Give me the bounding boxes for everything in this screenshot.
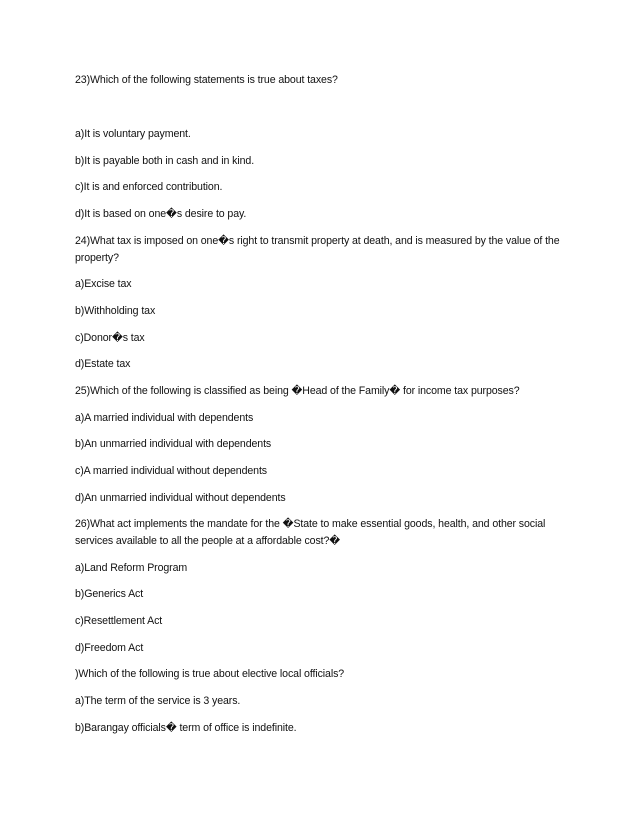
question-26-option-a: a)Land Reform Program [75,562,188,574]
question-25: 25)Which of the following is classified as being �Head of the Family� for income tax purposes? [75,385,520,397]
question-27-option-b: b)Barangay officials� term of office is indefinite. [75,722,297,734]
question-24: 24)What tax is imposed on one�s right to transmit property at death, and is measured by the value of the property? [75,235,560,264]
question-25-option-c: c)A married individual without dependents [75,465,267,477]
question-24-option-d: d)Estate tax [75,358,131,370]
question-24-option-c: c)Donor�s tax [75,332,145,344]
question-23-option-d: d)It is based on one�s desire to pay. [75,208,247,220]
question-23-option-c: c)It is and enforced contribution. [75,181,223,193]
question-26-option-d: d)Freedom Act [75,642,144,654]
question-27: )Which of the following is true about elective local officials? [75,668,345,680]
question-24-option-a: a)Excise tax [75,278,132,290]
question-23-option-b: b)It is payable both in cash and in kind. [75,155,255,167]
question-23-option-a: a)It is voluntary payment. [75,128,191,140]
question-26-option-b: b)Generics Act [75,588,144,600]
question-26: 26)What act implements the mandate for the �State to make essential goods, health, and other social services available to all the people at a affordable cost?� [75,518,546,547]
question-24-option-b: b)Withholding tax [75,305,156,317]
question-23: 23)Which of the following statements is true about taxes? [75,74,338,86]
question-25-option-d: d)An unmarried individual without dependents [75,492,286,504]
question-26-option-c: c)Resettlement Act [75,615,163,627]
question-25-option-b: b)An unmarried individual with dependents [75,438,272,450]
question-25-option-a: a)A married individual with dependents [75,412,254,424]
question-27-option-a: a)The term of the service is 3 years. [75,695,241,707]
